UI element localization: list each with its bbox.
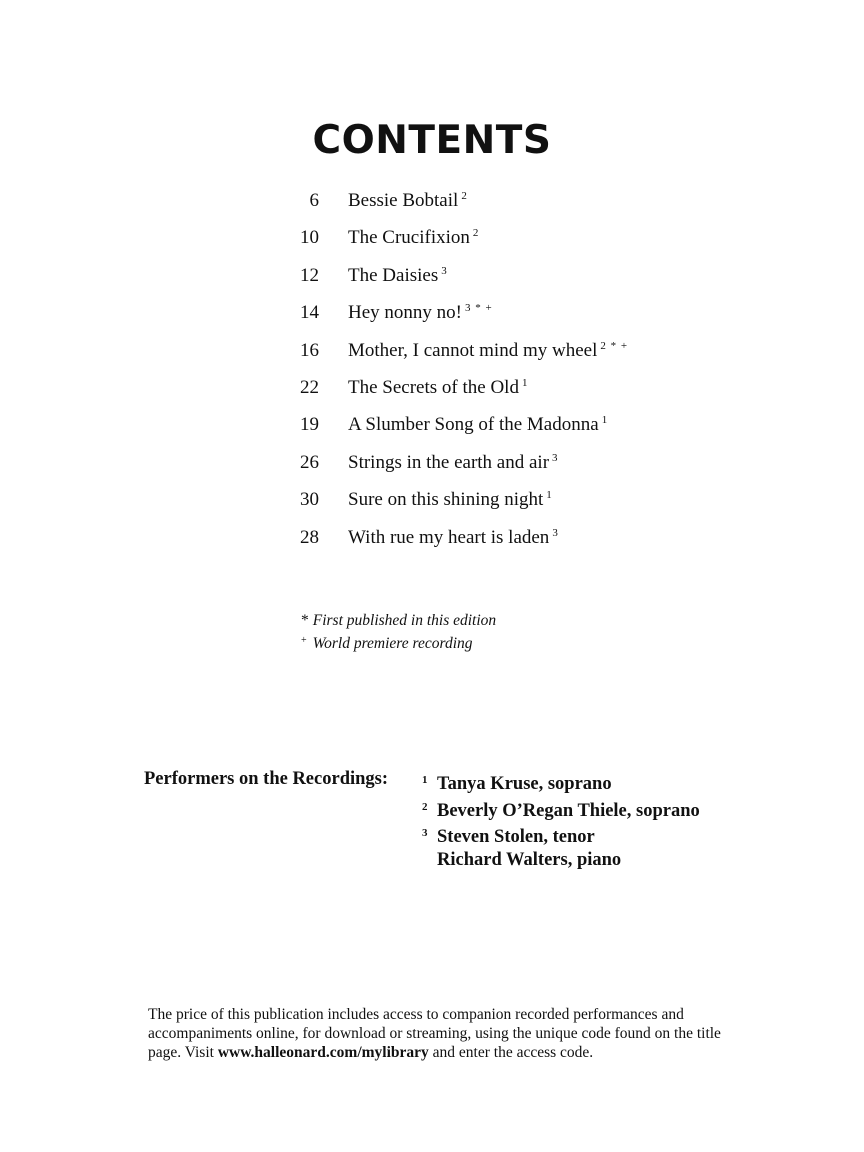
- toc-recording-note: 1: [546, 489, 553, 502]
- toc-title: [348, 414, 608, 436]
- library-url[interactable]: www.halleonard.com/mylibrary: [217, 1044, 429, 1061]
- toc-page-number: 28: [300, 526, 319, 548]
- performer-name: Richard Walters, piano: [437, 849, 622, 870]
- toc-page-number: 30: [300, 489, 319, 511]
- performers-list: [422, 769, 700, 871]
- toc-recording-note: 1: [601, 414, 609, 427]
- price-notice-text: The price of this publication includes access to companion recorded performances and accompaniments online, for download or streaming, using the unique code found on the title page. Visit: [148, 1006, 721, 1061]
- toc-title: [348, 190, 468, 212]
- performer-number: 1: [422, 774, 428, 786]
- footnote-text: First published in this edition: [312, 612, 497, 629]
- toc-title-text: A Slumber Song of the Madonna: [348, 414, 599, 436]
- footnote-world-premiere: [301, 631, 496, 654]
- toc-page-number: 26: [300, 451, 319, 473]
- performer-name: Steven Stolen, tenor: [437, 827, 595, 847]
- toc-title: [348, 302, 493, 324]
- toc-page-number: 12: [300, 264, 319, 286]
- toc-title: [348, 452, 559, 474]
- footnote-mark: +: [301, 635, 307, 646]
- toc-recording-note: 3: [552, 526, 559, 539]
- performer-entry: [422, 822, 700, 849]
- toc-page-number: 16: [300, 339, 319, 361]
- toc-page-number: 10: [300, 227, 319, 249]
- price-notice-text-end: and enter the access code.: [432, 1044, 594, 1061]
- toc-title-text: Sure on this shining night: [348, 489, 544, 511]
- performers-label: Performers on the Recordings:: [144, 769, 389, 789]
- toc-recording-note: 3: [552, 451, 559, 464]
- toc-page-number: 6: [309, 190, 319, 211]
- performer-entry: [422, 769, 700, 796]
- toc-recording-note: 3: [441, 264, 448, 277]
- toc-title-text: Bessie Bobtail: [348, 190, 459, 211]
- toc-title: [348, 340, 628, 362]
- toc-title-text: Mother, I cannot mind my wheel: [348, 339, 598, 361]
- toc-title: [348, 227, 479, 249]
- toc-page-number: 19: [300, 414, 319, 436]
- performer-number: 2: [422, 800, 428, 813]
- toc-recording-note: 1: [521, 376, 529, 389]
- price-notice: [148, 1005, 738, 1062]
- performer-name: Beverly O’Regan Thiele, soprano: [437, 800, 700, 821]
- performer-entry: [422, 849, 700, 872]
- toc-page-number: 22: [300, 376, 319, 398]
- footnote-first-published: [301, 611, 496, 631]
- toc-title: [348, 489, 553, 511]
- toc-title: [348, 377, 528, 399]
- toc-title-text: The Secrets of the Old: [348, 376, 519, 398]
- toc-title: [348, 527, 559, 549]
- toc-title: [348, 265, 448, 287]
- performer-name: Tanya Kruse, soprano: [437, 774, 612, 794]
- footnote-mark: *: [301, 612, 309, 629]
- performer-number: 3: [422, 827, 428, 839]
- toc-title-text: The Crucifixion: [348, 227, 470, 249]
- footnote-text: World premiere recording: [312, 635, 473, 652]
- page-title: CONTENTS: [312, 118, 552, 163]
- toc-title-text: Hey nonny no!: [348, 302, 462, 324]
- footnotes: [301, 611, 496, 654]
- toc-title-text: Strings in the earth and air: [348, 451, 550, 473]
- toc-recording-note: 3 * +: [464, 302, 493, 315]
- toc-recording-note: 2 * +: [600, 339, 629, 352]
- toc-recording-note: 2: [472, 227, 480, 240]
- toc-title-text: With rue my heart is laden: [348, 526, 550, 548]
- toc-recording-note: 2: [461, 190, 468, 202]
- toc-title-text: The Daisies: [348, 264, 439, 286]
- toc-page-number: 14: [300, 302, 319, 324]
- performer-entry: [422, 796, 700, 823]
